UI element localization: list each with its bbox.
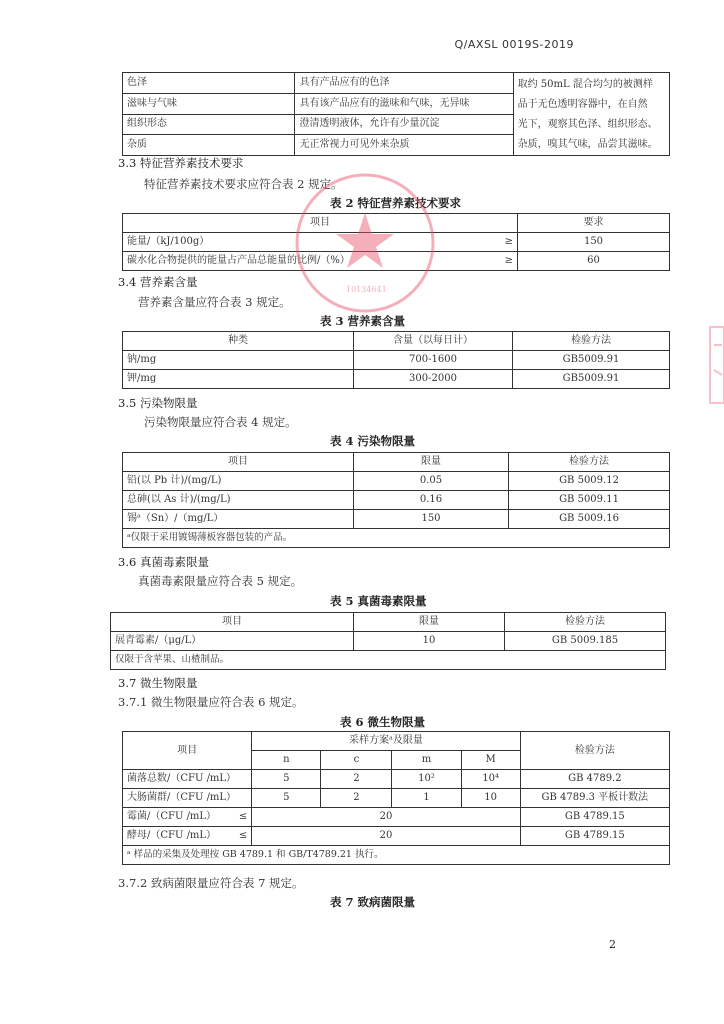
table-header-cell: 检验方法 [520,732,669,770]
table-header-cell: 项目 [123,453,354,472]
table-header-cell: n [252,751,321,770]
table-row [123,351,670,370]
table-header-cell: 检验方法 [513,332,670,351]
table-cell [123,808,252,827]
table-cell: 展青霉素/（μg/L） [111,632,354,651]
table-cell: 钾/mg [123,370,354,389]
table-5-caption: 表 5 真菌毒素限量 [330,594,427,608]
section-3-6-text: 真菌毒素限量应符合表 5 规定。 [138,574,303,588]
table-cell: 300-2000 [354,370,513,389]
table-row [123,846,670,865]
table-row [123,770,670,789]
table-row [123,472,670,491]
table-cell: GB 4789.15 [520,827,669,846]
table-cell: 2 [321,770,392,789]
table-cell: 1 [392,789,461,808]
table-row [123,332,670,351]
table-cell: GB 5009.11 [509,491,670,510]
method-line: 杂质，嗅其气味，品尝其滋味。 [517,139,658,150]
table-cell: GB 5009.16 [509,510,670,529]
table-header-cell: 采样方案ᵃ及限量 [252,732,520,751]
table-cell: 碳水化合物提供的能量占产品总能量的比例/（%） [123,252,490,271]
table-row [123,491,670,510]
section-3-3-text: 特征营养素技术要求应符合表 2 规定。 [144,177,343,191]
table-cell: 滋味与气味 [123,93,295,114]
section-3-5-text: 污染物限量应符合表 4 规定。 [144,415,297,429]
table-row [111,651,666,670]
table-cell: 60 [518,252,670,271]
table-row [111,632,666,651]
table-cell: 钠/mg [123,351,354,370]
table-cell: GB 4789.15 [520,808,669,827]
document-code: Q/AXSL 0019S-2019 [454,38,574,51]
table-row [123,510,670,529]
nutrient-content-table [122,331,670,389]
table-row [123,808,670,827]
table-3-caption: 表 3 营养素含量 [320,314,406,328]
table-header-cell: 检验方法 [505,613,666,632]
table-header-cell: 项目 [123,214,518,233]
section-3-7-title: 3.7 微生物限量 [118,676,198,690]
section-3-5-title: 3.5 污染物限量 [118,396,198,410]
table-row [123,370,670,389]
table-row [123,732,670,751]
method-line: 光下，观察其色泽、组织形态、 [517,119,658,130]
table-note: ᵃ仅限于采用镀锡薄板容器包装的产品。 [123,529,670,548]
table-cell: 5 [252,789,321,808]
table-cell: 10 [461,789,520,808]
sensory-table [122,72,670,156]
table-cell: 澄清透明液体，允许有少量沉淀 [295,114,513,135]
table-cell: 0.16 [354,491,509,510]
table-cell: 0.05 [354,472,509,491]
section-3-6-title: 3.6 真菌毒素限量 [118,555,209,569]
section-3-4-text: 营养素含量应符合表 3 规定。 [138,295,291,309]
section-3-7-2-text: 3.7.2 致病菌限量应符合表 7 规定。 [118,876,304,890]
table-note: 仅限于含苹果、山楂制品。 [111,651,666,670]
table-cell: 150 [354,510,509,529]
table-header-cell: 限量 [354,613,505,632]
table-cell: 大肠菌群/（CFU /mL） [123,789,252,808]
table-cell: 2 [321,789,392,808]
table-row [111,613,666,632]
table-cell: 10 [354,632,505,651]
table-row [123,453,670,472]
table-header-cell: 要求 [518,214,670,233]
table-header-cell: 限量 [354,453,509,472]
table-cell: GB 4789.2 [520,770,669,789]
table-note: ᵃ 样品的采集及处理按 GB 4789.1 和 GB/T4789.21 执行。 [123,846,670,865]
method-line: 取约 50mL 混合均匀的被测样 [517,79,653,90]
table-cell [123,827,252,846]
page-number: 2 [609,938,616,951]
table-cell: 组织形态 [123,114,295,135]
table-cell: 5 [252,770,321,789]
table-cell: GB 5009.185 [505,632,666,651]
table-cell: 10⁴ [461,770,520,789]
table-header-cell: 项目 [123,732,252,770]
table-row [123,529,670,548]
table-cell: GB5009.91 [513,370,670,389]
table-cell: 20 [252,808,520,827]
table-cell: 色泽 [123,73,295,94]
table-row [123,73,670,94]
table-header-cell: 项目 [111,613,354,632]
table-row [123,827,670,846]
table-cell: 总砷(以 As 计)/(mg/L) [123,491,354,510]
microbial-table [122,731,670,865]
table-cell: ≥ [489,252,518,271]
operator: ≤ [238,830,248,841]
table-header-cell: 含量（以每日计） [354,332,513,351]
table-cell: GB5009.91 [513,351,670,370]
company-seal-stamp [290,168,440,318]
table-row [123,789,670,808]
table-cell: 具有该产品应有的滋味和气味，无异味 [295,93,513,114]
row-label: 酵母/（CFU /mL） [127,830,217,841]
table-cell: 700-1600 [354,351,513,370]
section-3-4-title: 3.4 营养素含量 [118,275,198,289]
table-4-caption: 表 4 污染物限量 [330,434,416,448]
section-3-3-title: 3.3 特征营养素技术要求 [118,156,244,170]
table-6-caption: 表 6 微生物限量 [340,715,426,729]
stamp-number: 10134641 [346,285,387,294]
table-cell: 具有产品应有的色泽 [295,73,513,94]
table-cell: 20 [252,827,520,846]
operator: ≤ [238,811,248,822]
table-cell: 150 [518,233,670,252]
mycotoxin-table [110,612,666,670]
table-cell: 杂质 [123,135,295,156]
table-cell: 锡ᵃ（Sn）/（mg/L） [123,510,354,529]
row-label: 霉菌/（CFU /mL） [127,811,217,822]
table-cell: 10² [392,770,461,789]
table-cell: 铅(以 Pb 计)/(mg/L) [123,472,354,491]
table-header-cell: 种类 [123,332,354,351]
table-2-caption: 表 2 特征营养素技术要求 [330,196,462,210]
table-header-cell: 检验方法 [509,453,670,472]
table-cell: 无正常视力可见外来杂质 [295,135,513,156]
table-cell: ≥ [489,233,518,252]
table-header-cell: c [321,751,392,770]
edge-seal-mark [706,325,724,405]
method-line: 品于无色透明容器中，在自然 [517,99,648,110]
table-cell: 菌落总数/（CFU /mL） [123,770,252,789]
table-cell: GB 4789.3 平板计数法 [520,789,669,808]
contaminant-table [122,452,670,548]
table-cell: 能量/（kJ/100g） [123,233,490,252]
section-3-7-1-text: 3.7.1 微生物限量应符合表 6 规定。 [118,695,304,709]
table-cell: GB 5009.12 [509,472,670,491]
table-header-cell: m [392,751,461,770]
table-header-cell: M [461,751,520,770]
table-7-caption: 表 7 致病菌限量 [330,895,416,909]
method-cell [513,73,669,156]
